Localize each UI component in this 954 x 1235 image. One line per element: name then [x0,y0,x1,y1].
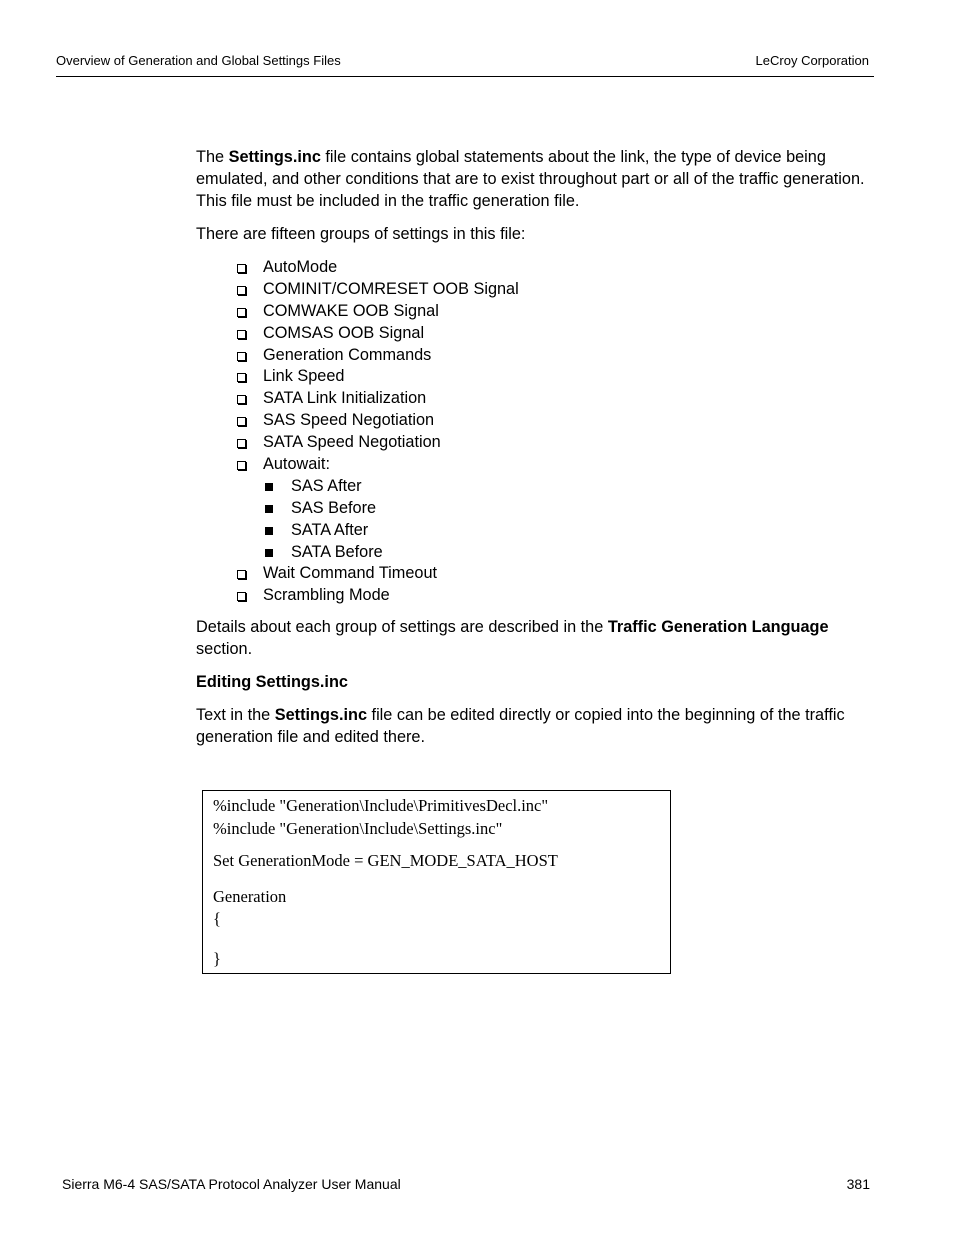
list-item: Wait Command Timeout [236,562,866,584]
page-header [56,52,874,77]
footer-manual-title: Sierra M6-4 SAS/SATA Protocol Analyzer User Manual [62,1176,401,1192]
code-line: { [213,909,221,928]
list-item: COMSAS OOB Signal [236,322,866,344]
intro-paragraph: The Settings.inc file contains global statements about the link, the type of device being emulated, and other conditions that are to exist throughout part or all of the traffic generation. This file must be included in the traffic generation file. [196,148,865,210]
list-item: Link Speed [236,365,866,387]
autowait-sublist-container [236,475,866,563]
page-content [196,146,866,759]
list-item: SAS Before [264,497,866,519]
code-example-box [202,790,671,974]
settings-inc-term: Settings.inc [274,706,368,725]
list-item: COMINIT/COMRESET OOB Signal [236,278,866,300]
list-item: SATA Before [264,541,866,563]
list-item: SATA Speed Negotiation [236,431,866,453]
header-section-title: Overview of Generation and Global Settings Files [56,53,341,68]
list-item: SAS Speed Negotiation [236,409,866,431]
autowait-sublist [236,475,866,563]
list-item: SATA After [264,519,866,541]
tgl-section-ref: Traffic Generation Language [607,618,829,637]
list-item: Generation Commands [236,344,866,366]
editing-paragraph: Text in the Settings.inc file can be edited directly or copied into the beginning of the traffic generation file and edited there. [196,706,845,747]
groups-intro: There are fifteen groups of settings in this file: [196,225,526,243]
list-item: SAS After [264,475,866,497]
settings-inc-term: Settings.inc [228,148,321,166]
page-number: 381 [846,1176,870,1192]
code-line: Set GenerationMode = GEN_MODE_SATA_HOST [213,851,558,870]
code-line: %include "Generation\Include\Settings.inc" [213,819,503,838]
list-item: SATA Link Initialization [236,387,866,409]
list-item: Autowait: [236,453,866,475]
settings-groups-list [196,256,866,606]
header-company: LeCroy Corporation [755,53,869,68]
code-line: %include "Generation\Include\PrimitivesDecl.inc" [213,796,549,815]
details-paragraph: Details about each group of settings are described in the Traffic Generation Language section. [196,618,829,659]
list-item: Scrambling Mode [236,584,866,606]
editing-heading: Editing Settings.inc [196,673,348,692]
list-item: AutoMode [236,256,866,278]
list-item: COMWAKE OOB Signal [236,300,866,322]
code-line: } [213,949,221,968]
code-line: Generation [213,887,287,906]
